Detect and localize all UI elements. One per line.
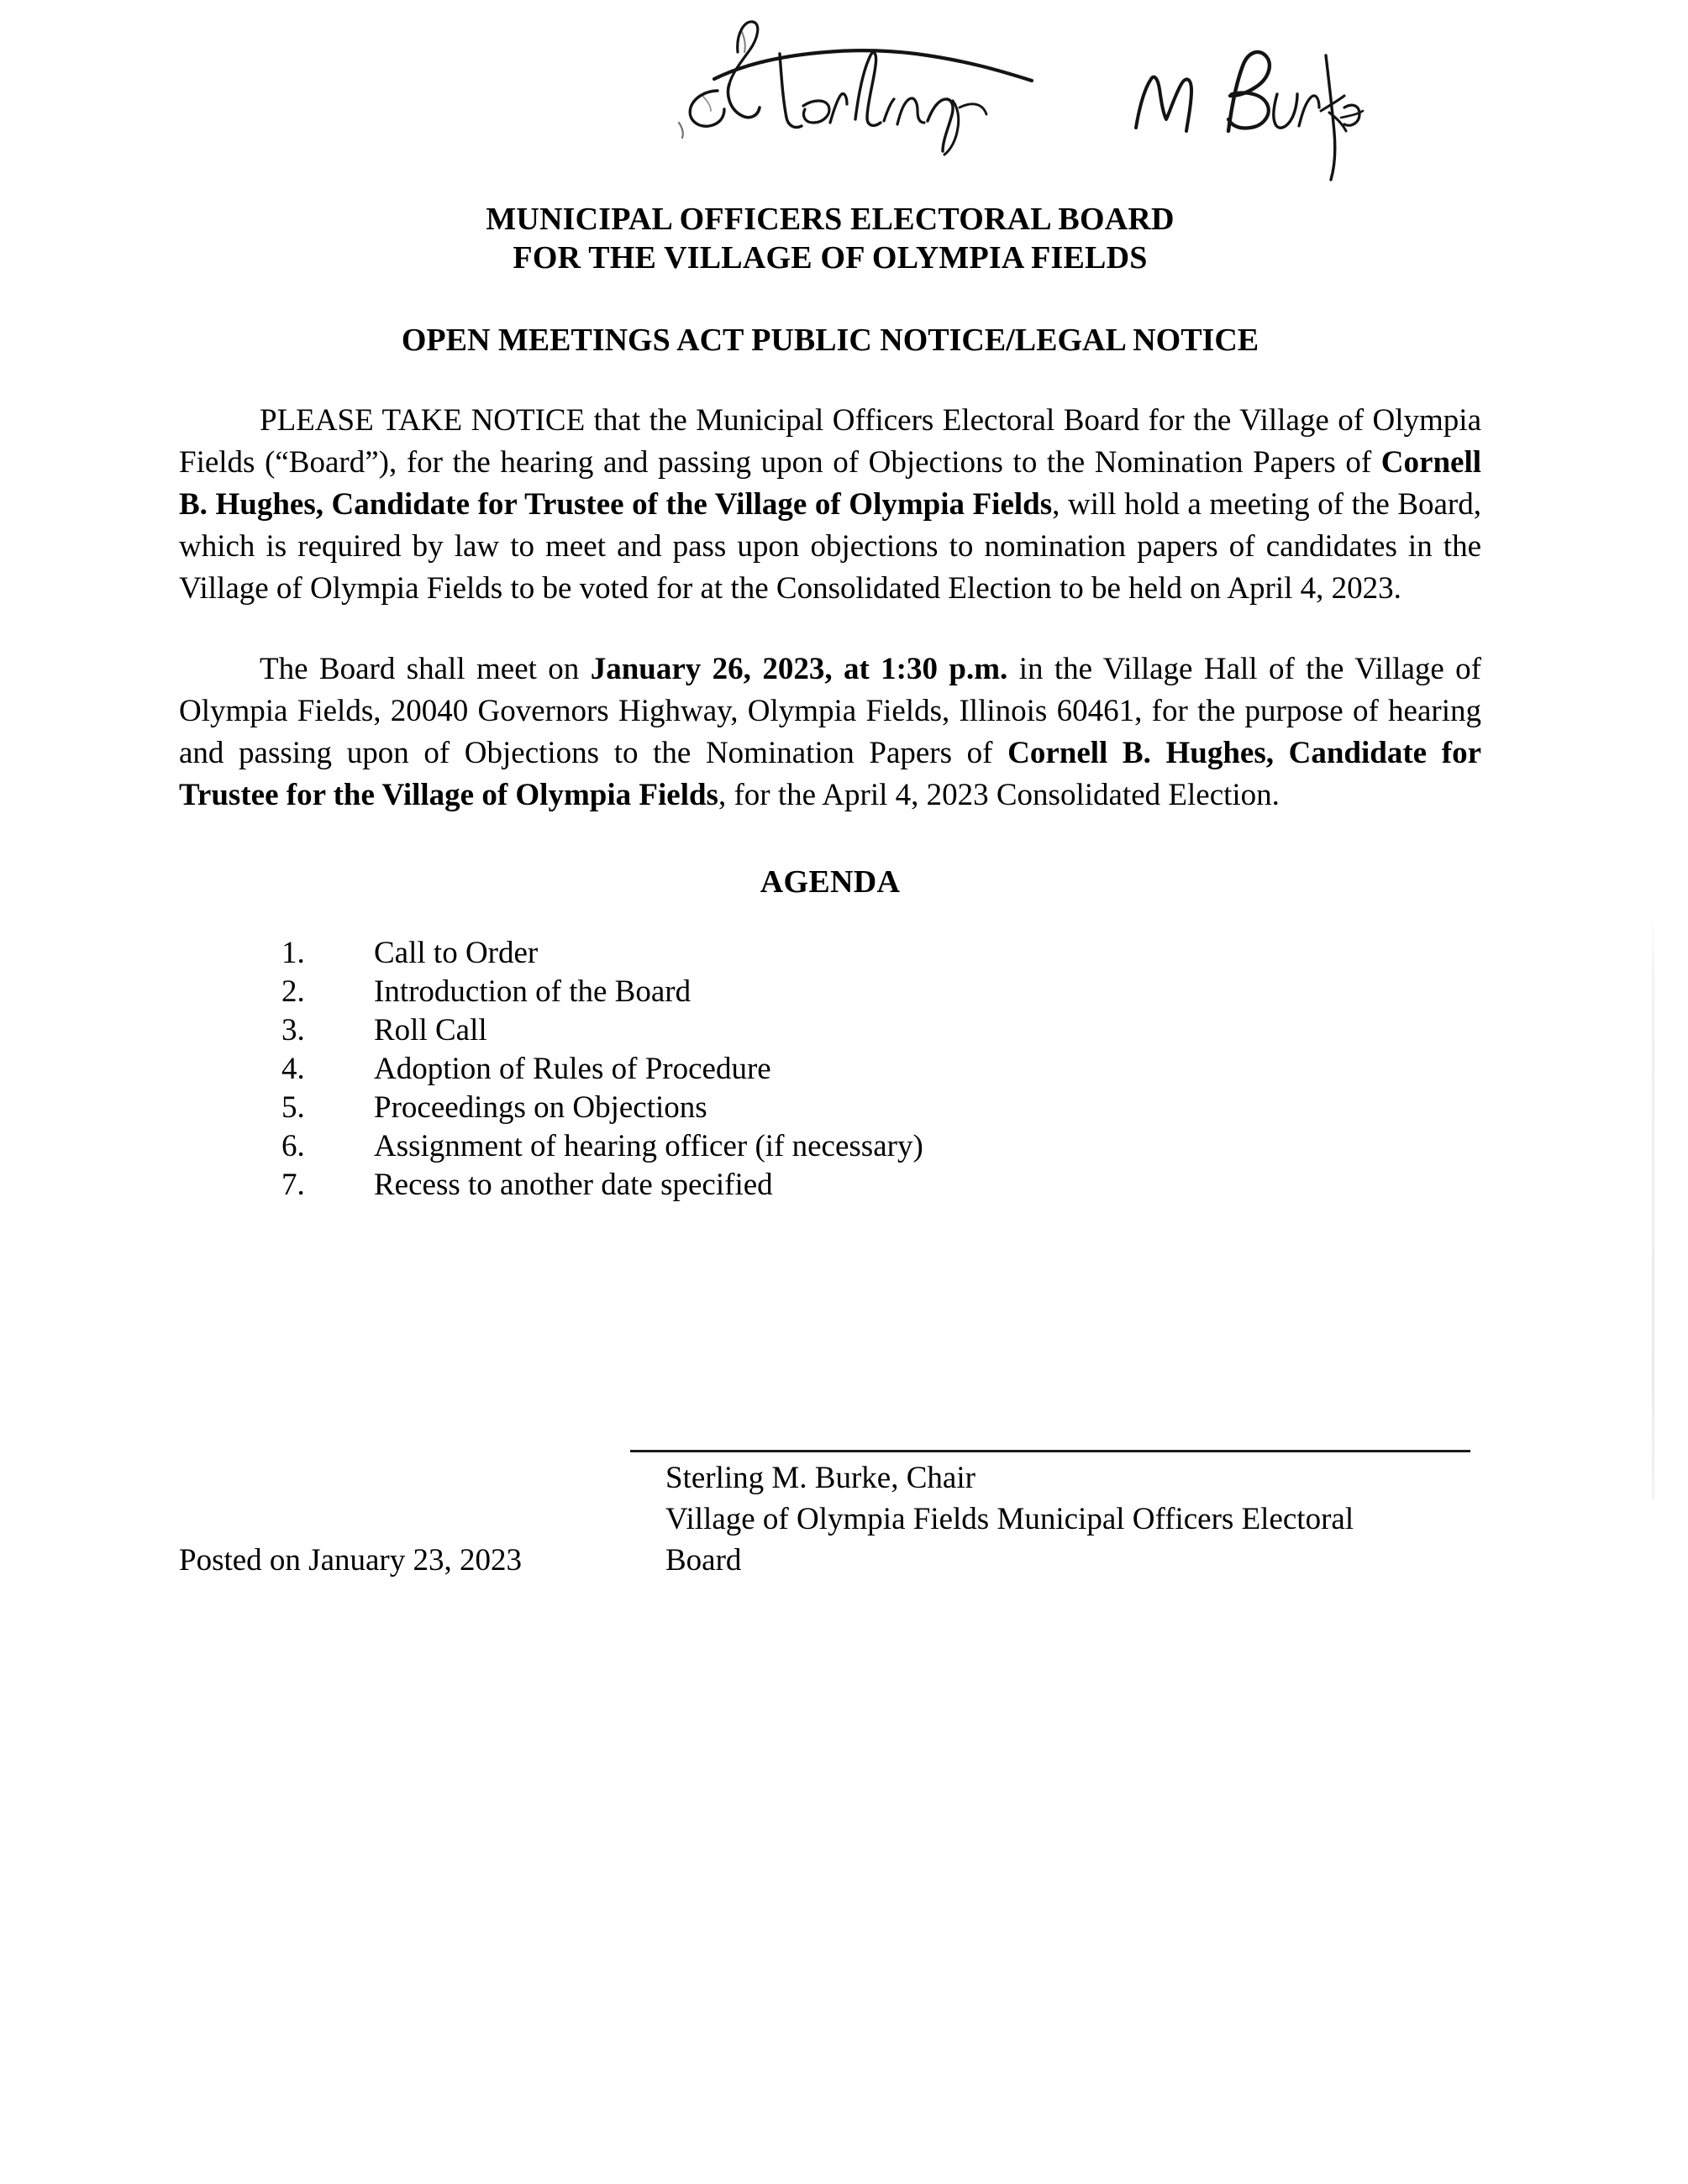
paragraph-1-text-part-1: PLEASE TAKE NOTICE that the Municipal Officers Electoral Board for the Village of Olympia Fields (“Board”), for the hearing and passing upon of Objections to the Nomination Papers of — [179, 403, 1481, 480]
agenda-item-label: Introduction of the Board — [374, 974, 692, 1009]
notice-paragraph-1 — [179, 400, 1481, 610]
agenda-item-number: 3. — [281, 1013, 305, 1047]
agenda-list — [281, 934, 1481, 1205]
agenda-item — [281, 1050, 1481, 1089]
agenda-item-label: Proceedings on Objections — [374, 1090, 707, 1125]
document-title-line-2: FOR THE VILLAGE OF OLYMPIA FIELDS — [513, 240, 1148, 276]
agenda-item — [281, 1127, 1481, 1166]
signature-block — [665, 1457, 1422, 1581]
paragraph-2-text-part-2: in the Village Hall of the Village of Olympia Fields, 20040 Governors Highway, Olympia Fields, Illinois 60461, for the purpose of hearing and passing upon of Objections to the Nomination Papers of — [179, 652, 1481, 770]
agenda-item-number: 4. — [281, 1052, 305, 1086]
agenda-item — [281, 1089, 1481, 1127]
agenda-item-label: Call to Order — [374, 936, 539, 970]
agenda-heading: AGENDA — [760, 864, 901, 900]
signature-rule — [630, 1450, 1470, 1452]
agenda-item — [281, 973, 1481, 1011]
scan-artifact-line — [1652, 911, 1654, 1499]
paragraph-1-candidate-name: Cornell B. Hughes, Candidate for Trustee of the Village of Olympia Fields — [179, 445, 1481, 522]
posted-date: Posted on January 23, 2023 — [179, 1543, 522, 1578]
agenda-item — [281, 1011, 1481, 1050]
agenda-item-label: Adoption of Rules of Procedure — [374, 1052, 771, 1086]
document-content — [179, 0, 1481, 1205]
agenda-item-number: 1. — [281, 936, 305, 970]
agenda-item-number: 7. — [281, 1168, 305, 1202]
paragraph-2-candidate-name: Cornell B. Hughes, Candidate for Trustee for the Village of Olympia Fields — [179, 736, 1481, 812]
agenda-item-number: 2. — [281, 974, 305, 1009]
signer-name-title: Sterling M. Burke, Chair — [665, 1461, 975, 1495]
paragraph-2-text-part-1: The Board shall meet on — [260, 652, 591, 686]
signer-organization-line-1: Village of Olympia Fields Municipal Officers Electoral — [665, 1502, 1354, 1536]
signer-organization-line-2: Board — [665, 1543, 742, 1578]
signature-image — [630, 0, 1479, 151]
document-subtitle-line-1: OPEN MEETINGS ACT — [401, 323, 744, 358]
paragraph-1-text-part-2: , will hold a meeting of the Board, which is required by law to meet and pass upon objections to nomination papers of candidates in the Village of Olympia Fields to be voted for at the Consolidated Election to be held on April 4, 2023. — [179, 487, 1481, 606]
notice-paragraph-2 — [179, 648, 1481, 816]
agenda-item-number: 5. — [281, 1090, 305, 1125]
document-title — [179, 200, 1481, 277]
agenda-item-label: Roll Call — [374, 1013, 487, 1047]
paragraph-2-meeting-datetime: January 26, 2023, at 1:30 p.m. — [590, 652, 1008, 686]
document-subtitle-line-2: PUBLIC NOTICE/LEGAL NOTICE — [751, 323, 1259, 358]
paragraph-2-text-part-3: , for the April 4, 2023 Consolidated Election. — [718, 778, 1280, 812]
agenda-item — [281, 1166, 1481, 1205]
agenda-item — [281, 934, 1481, 973]
document-subtitle — [179, 321, 1481, 360]
agenda-item-number: 6. — [281, 1129, 305, 1163]
handwritten-signature-icon — [630, 0, 1479, 147]
agenda-item-label: Recess to another date specified — [374, 1168, 773, 1202]
agenda-item-label: Assignment of hearing officer (if necessary) — [374, 1129, 923, 1163]
document-title-line-1: MUNICIPAL OFFICERS ELECTORAL BOARD — [486, 202, 1175, 237]
